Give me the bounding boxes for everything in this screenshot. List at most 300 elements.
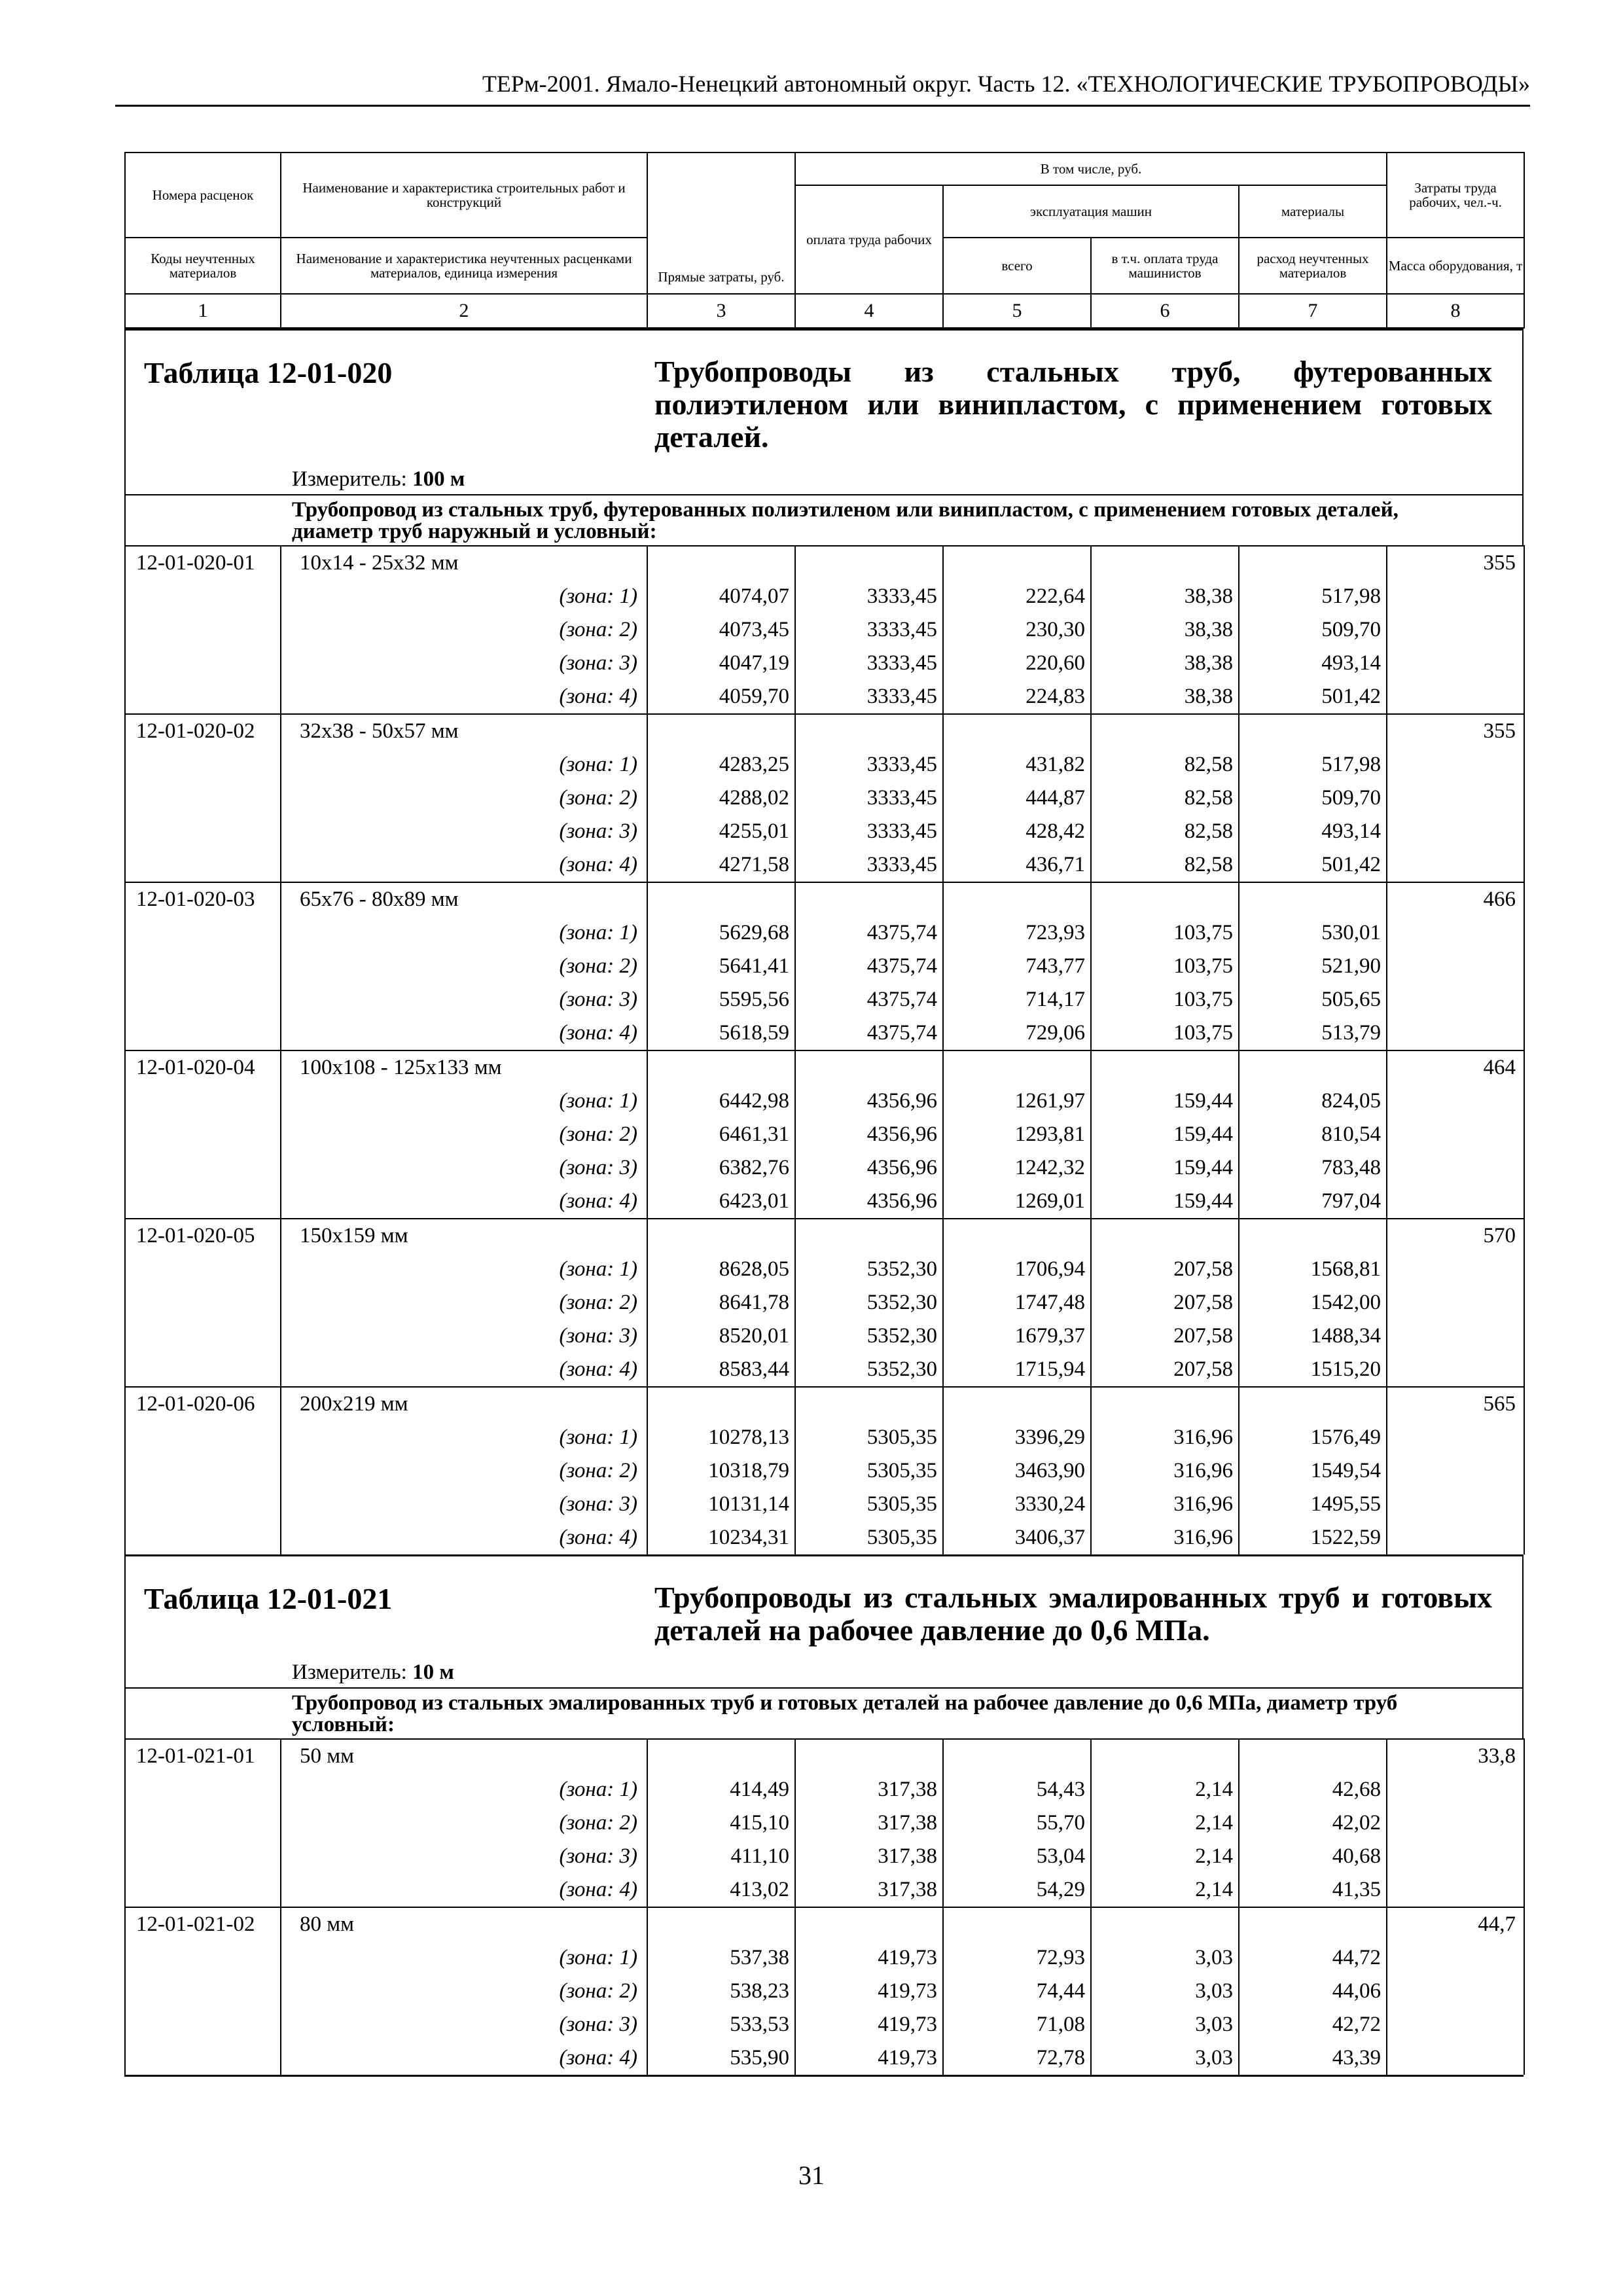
col-num-6: 6 xyxy=(1091,294,1239,328)
cost-cell: 1715,94 xyxy=(943,1353,1091,1387)
cost-cell: 509,70 xyxy=(1239,613,1387,647)
cost-cell: 3,03 xyxy=(1091,2008,1239,2041)
cost-cell: 537,38 xyxy=(647,1941,795,1975)
cost-cell: 4356,96 xyxy=(795,1185,943,1219)
rate-table xyxy=(124,545,1525,1554)
zone-label: (зона: 3) xyxy=(281,647,647,680)
cost-cell: 71,08 xyxy=(943,2008,1091,2041)
zone-label: (зона: 2) xyxy=(281,1118,647,1151)
cost-cell: 10234,31 xyxy=(647,1521,795,1554)
cost-cell: 82,58 xyxy=(1091,815,1239,848)
cost-cell: 222,64 xyxy=(943,580,1091,613)
zone-row xyxy=(125,916,1524,950)
cost-cell: 103,75 xyxy=(1091,916,1239,950)
table-title-block xyxy=(124,1554,1524,1687)
cost-cell: 419,73 xyxy=(795,2008,943,2041)
zone-label: (зона: 1) xyxy=(281,748,647,781)
cost-cell: 2,14 xyxy=(1091,1773,1239,1806)
zone-row xyxy=(125,1353,1524,1387)
cost-cell: 3333,45 xyxy=(795,815,943,848)
cost-cell: 1549,54 xyxy=(1239,1454,1387,1488)
col-num-4: 4 xyxy=(795,294,943,328)
col-5-header: всего xyxy=(943,238,1091,294)
cost-cell: 431,82 xyxy=(943,748,1091,781)
cost-cell: 4356,96 xyxy=(795,1118,943,1151)
rate-code: 12-01-020-01 xyxy=(125,546,281,580)
col-2-bottom-header: Наименование и характеристика неучтенных расценками материалов, единица измерения xyxy=(281,238,647,294)
cost-cell: 316,96 xyxy=(1091,1421,1239,1454)
cost-cell: 207,58 xyxy=(1091,1253,1239,1286)
cost-cell: 535,90 xyxy=(647,2041,795,2075)
rate-row xyxy=(125,546,1524,580)
cost-cell: 103,75 xyxy=(1091,983,1239,1016)
cost-cell: 159,44 xyxy=(1091,1118,1239,1151)
rate-row xyxy=(125,714,1524,748)
cost-cell: 44,72 xyxy=(1239,1941,1387,1975)
cost-cell: 517,98 xyxy=(1239,748,1387,781)
cost-cell: 824,05 xyxy=(1239,1085,1387,1118)
cost-cell: 8520,01 xyxy=(647,1319,795,1353)
cost-cell: 2,14 xyxy=(1091,1873,1239,1907)
cost-cell: 317,38 xyxy=(795,1873,943,1907)
zone-label: (зона: 1) xyxy=(281,916,647,950)
cost-cell: 207,58 xyxy=(1091,1353,1239,1387)
zone-row xyxy=(125,1185,1524,1219)
zone-label: (зона: 3) xyxy=(281,815,647,848)
cost-cell: 1576,49 xyxy=(1239,1421,1387,1454)
zone-label: (зона: 3) xyxy=(281,1151,647,1185)
cost-cell: 729,06 xyxy=(943,1016,1091,1050)
rate-code: 12-01-020-04 xyxy=(125,1050,281,1085)
cost-cell: 411,10 xyxy=(647,1840,795,1873)
cost-cell: 1293,81 xyxy=(943,1118,1091,1151)
rate-name: 10x14 - 25x32 мм xyxy=(281,546,647,580)
cost-cell: 4356,96 xyxy=(795,1085,943,1118)
col-num-3: 3 xyxy=(647,294,795,328)
cost-cell: 3333,45 xyxy=(795,680,943,714)
cost-cell: 72,93 xyxy=(943,1941,1091,1975)
cost-cell: 5305,35 xyxy=(795,1421,943,1454)
cost-cell: 38,38 xyxy=(1091,647,1239,680)
rate-row xyxy=(125,1050,1524,1085)
zone-label: (зона: 1) xyxy=(281,1253,647,1286)
bottom-rule xyxy=(124,2075,1524,2077)
cost-cell: 40,68 xyxy=(1239,1840,1387,1873)
zone-row xyxy=(125,613,1524,647)
cost-cell: 2,14 xyxy=(1091,1840,1239,1873)
cost-cell: 10318,79 xyxy=(647,1454,795,1488)
labor-cost: 355 xyxy=(1387,714,1524,748)
cost-cell: 714,17 xyxy=(943,983,1091,1016)
cost-cell: 55,70 xyxy=(943,1806,1091,1840)
cost-cell: 1747,48 xyxy=(943,1286,1091,1319)
cost-cell: 4375,74 xyxy=(795,950,943,983)
rate-row xyxy=(125,1219,1524,1253)
cost-cell: 6461,31 xyxy=(647,1118,795,1151)
rate-row xyxy=(125,1387,1524,1421)
col-3-header: Прямые затраты, руб. xyxy=(647,152,795,294)
cost-cell: 10278,13 xyxy=(647,1421,795,1454)
zone-label: (зона: 4) xyxy=(281,1873,647,1907)
rate-table xyxy=(124,1738,1525,2075)
zone-label: (зона: 2) xyxy=(281,1975,647,2008)
cost-cell: 1706,94 xyxy=(943,1253,1091,1286)
cost-cell: 10131,14 xyxy=(647,1488,795,1521)
rate-row xyxy=(125,882,1524,916)
cost-cell: 72,78 xyxy=(943,2041,1091,2075)
cost-cell: 317,38 xyxy=(795,1840,943,1873)
cost-cell: 207,58 xyxy=(1091,1319,1239,1353)
cost-cell: 3406,37 xyxy=(943,1521,1091,1554)
cost-cell: 5595,56 xyxy=(647,983,795,1016)
document-body xyxy=(124,152,1524,2077)
labor-cost: 44,7 xyxy=(1387,1907,1524,1941)
zone-row xyxy=(125,1806,1524,1840)
zone-row xyxy=(125,1521,1524,1554)
cost-cell: 419,73 xyxy=(795,1941,943,1975)
cost-cell: 53,04 xyxy=(943,1840,1091,1873)
labor-cost: 565 xyxy=(1387,1387,1524,1421)
cost-cell: 517,98 xyxy=(1239,580,1387,613)
rate-code: 12-01-020-06 xyxy=(125,1387,281,1421)
cost-cell: 317,38 xyxy=(795,1773,943,1806)
zone-label: (зона: 2) xyxy=(281,1806,647,1840)
zone-row xyxy=(125,748,1524,781)
cost-cell: 5352,30 xyxy=(795,1319,943,1353)
cost-cell: 4073,45 xyxy=(647,613,795,647)
zone-label: (зона: 1) xyxy=(281,580,647,613)
cost-cell: 3333,45 xyxy=(795,748,943,781)
col-num-8: 8 xyxy=(1387,294,1524,328)
machines-header: эксплуатация машин xyxy=(943,185,1239,238)
cost-cell: 3,03 xyxy=(1091,2041,1239,2075)
cost-cell: 224,83 xyxy=(943,680,1091,714)
rate-code: 12-01-020-02 xyxy=(125,714,281,748)
cost-cell: 38,38 xyxy=(1091,580,1239,613)
zone-row xyxy=(125,1975,1524,2008)
col-2-top-header: Наименование и характеристика строительных работ и конструкций xyxy=(281,152,647,238)
cost-cell: 159,44 xyxy=(1091,1085,1239,1118)
cost-cell: 5305,35 xyxy=(795,1488,943,1521)
col-8-top-header: Затраты труда рабочих, чел.-ч. xyxy=(1387,152,1524,238)
cost-cell: 6423,01 xyxy=(647,1185,795,1219)
cost-cell: 6442,98 xyxy=(647,1085,795,1118)
rate-name: 150x159 мм xyxy=(281,1219,647,1253)
zone-row xyxy=(125,815,1524,848)
cost-cell: 3330,24 xyxy=(943,1488,1091,1521)
cost-cell: 1269,01 xyxy=(943,1185,1091,1219)
labor-cost: 570 xyxy=(1387,1219,1524,1253)
cost-cell: 5629,68 xyxy=(647,916,795,950)
cost-cell: 501,42 xyxy=(1239,680,1387,714)
cost-cell: 54,43 xyxy=(943,1773,1091,1806)
cost-cell: 316,96 xyxy=(1091,1521,1239,1554)
cost-cell: 723,93 xyxy=(943,916,1091,950)
zone-row xyxy=(125,647,1524,680)
cost-cell: 42,02 xyxy=(1239,1806,1387,1840)
col-7-header: расход неучтенных материалов xyxy=(1239,238,1387,294)
materials-header: материалы xyxy=(1239,185,1387,238)
cost-cell: 1515,20 xyxy=(1239,1353,1387,1387)
table-caption: Трубопровод из стальных труб, футерованных полиэтиленом или винипластом, с применением готовых деталей, диаметр труб наружный и условный: xyxy=(124,494,1524,545)
zone-label: (зона: 2) xyxy=(281,613,647,647)
cost-cell: 513,79 xyxy=(1239,1016,1387,1050)
table-measure xyxy=(292,467,465,492)
table-measure xyxy=(292,1660,454,1685)
zone-label: (зона: 4) xyxy=(281,1185,647,1219)
cost-cell: 41,35 xyxy=(1239,1873,1387,1907)
cost-cell: 419,73 xyxy=(795,1975,943,2008)
measure-label: Измеритель: xyxy=(292,467,407,491)
rate-name: 100x108 - 125x133 мм xyxy=(281,1050,647,1085)
col-num-2: 2 xyxy=(281,294,647,328)
cost-cell: 38,38 xyxy=(1091,613,1239,647)
zone-label: (зона: 2) xyxy=(281,1454,647,1488)
cost-cell: 8641,78 xyxy=(647,1286,795,1319)
cost-cell: 444,87 xyxy=(943,781,1091,815)
cost-cell: 5641,41 xyxy=(647,950,795,983)
zone-row xyxy=(125,1085,1524,1118)
zone-label: (зона: 4) xyxy=(281,1521,647,1554)
cost-cell: 4074,07 xyxy=(647,580,795,613)
cost-cell: 316,96 xyxy=(1091,1488,1239,1521)
table-name: Трубопроводы из стальных эмалированных труб и готовых деталей на рабочее давление до 0,6 МПа. xyxy=(654,1581,1492,1647)
cost-cell: 3,03 xyxy=(1091,1941,1239,1975)
zone-row xyxy=(125,1941,1524,1975)
cost-cell: 436,71 xyxy=(943,848,1091,882)
cost-cell: 5352,30 xyxy=(795,1253,943,1286)
cost-cell: 38,38 xyxy=(1091,680,1239,714)
rate-row xyxy=(125,1907,1524,1941)
cost-cell: 783,48 xyxy=(1239,1151,1387,1185)
cost-cell: 1542,00 xyxy=(1239,1286,1387,1319)
cost-cell: 419,73 xyxy=(795,2041,943,2075)
zone-label: (зона: 2) xyxy=(281,1286,647,1319)
cost-cell: 1568,81 xyxy=(1239,1253,1387,1286)
cost-cell: 414,49 xyxy=(647,1773,795,1806)
table-name: Трубопроводы из стальных труб, футерованных полиэтиленом или винипластом, с применением готовых деталей. xyxy=(654,355,1492,454)
zone-label: (зона: 3) xyxy=(281,983,647,1016)
rate-code: 12-01-021-02 xyxy=(125,1907,281,1941)
column-header xyxy=(124,152,1525,329)
zone-label: (зона: 2) xyxy=(281,950,647,983)
cost-cell: 530,01 xyxy=(1239,916,1387,950)
cost-cell: 797,04 xyxy=(1239,1185,1387,1219)
cost-cell: 1679,37 xyxy=(943,1319,1091,1353)
zone-label: (зона: 4) xyxy=(281,1353,647,1387)
cost-cell: 103,75 xyxy=(1091,1016,1239,1050)
zone-row xyxy=(125,1421,1524,1454)
zone-label: (зона: 1) xyxy=(281,1941,647,1975)
measure-label: Измеритель: xyxy=(292,1660,407,1684)
cost-cell: 6382,76 xyxy=(647,1151,795,1185)
rate-tables xyxy=(124,329,1524,2075)
rate-code: 12-01-020-05 xyxy=(125,1219,281,1253)
col-num-5: 5 xyxy=(943,294,1091,328)
cost-cell: 4059,70 xyxy=(647,680,795,714)
zone-label: (зона: 4) xyxy=(281,1016,647,1050)
cost-cell: 5352,30 xyxy=(795,1353,943,1387)
zone-row xyxy=(125,1118,1524,1151)
cost-cell: 4356,96 xyxy=(795,1151,943,1185)
cost-cell: 54,29 xyxy=(943,1873,1091,1907)
cost-cell: 4271,58 xyxy=(647,848,795,882)
cost-cell: 1488,34 xyxy=(1239,1319,1387,1353)
cost-cell: 1261,97 xyxy=(943,1085,1091,1118)
zone-label: (зона: 1) xyxy=(281,1773,647,1806)
cost-cell: 493,14 xyxy=(1239,647,1387,680)
cost-cell: 1242,32 xyxy=(943,1151,1091,1185)
labor-cost: 33,8 xyxy=(1387,1739,1524,1773)
zone-row xyxy=(125,1840,1524,1873)
cost-cell: 82,58 xyxy=(1091,848,1239,882)
cost-cell: 4375,74 xyxy=(795,916,943,950)
labor-cost: 464 xyxy=(1387,1050,1524,1085)
cost-cell: 501,42 xyxy=(1239,848,1387,882)
cost-cell: 810,54 xyxy=(1239,1118,1387,1151)
labor-cost: 355 xyxy=(1387,546,1524,580)
col-4-header: оплата труда рабочих xyxy=(795,185,943,294)
cost-cell: 538,23 xyxy=(647,1975,795,2008)
cost-cell: 5305,35 xyxy=(795,1454,943,1488)
zone-row xyxy=(125,950,1524,983)
table-caption: Трубопровод из стальных эмалированных труб и готовых деталей на рабочее давление до 0,6 МПа, диаметр труб условный: xyxy=(124,1687,1524,1738)
cost-cell: 3333,45 xyxy=(795,580,943,613)
cost-cell: 316,96 xyxy=(1091,1454,1239,1488)
cost-cell: 82,58 xyxy=(1091,781,1239,815)
zone-label: (зона: 3) xyxy=(281,2008,647,2041)
cost-cell: 3,03 xyxy=(1091,1975,1239,2008)
cost-cell: 82,58 xyxy=(1091,748,1239,781)
measure-value: 100 м xyxy=(412,467,465,491)
cost-cell: 159,44 xyxy=(1091,1151,1239,1185)
running-header: ТЕРм-2001. Ямало-Ненецкий автономный округ. Часть 12. «ТЕХНОЛОГИЧЕСКИЕ ТРУБОПРОВОДЫ» xyxy=(115,71,1530,107)
cost-cell: 103,75 xyxy=(1091,950,1239,983)
cost-cell: 415,10 xyxy=(647,1806,795,1840)
zone-label: (зона: 4) xyxy=(281,2041,647,2075)
measure-value: 10 м xyxy=(412,1660,454,1684)
cost-cell: 493,14 xyxy=(1239,815,1387,848)
zone-row xyxy=(125,848,1524,882)
cost-cell: 44,06 xyxy=(1239,1975,1387,2008)
rate-code: 12-01-020-03 xyxy=(125,882,281,916)
zone-row xyxy=(125,781,1524,815)
zone-row xyxy=(125,1454,1524,1488)
zone-label: (зона: 1) xyxy=(281,1085,647,1118)
cost-cell: 413,02 xyxy=(647,1873,795,1907)
rate-name: 65x76 - 80x89 мм xyxy=(281,882,647,916)
zone-row xyxy=(125,1773,1524,1806)
rate-name: 200x219 мм xyxy=(281,1387,647,1421)
zone-label: (зона: 4) xyxy=(281,680,647,714)
cost-cell: 428,42 xyxy=(943,815,1091,848)
cost-cell: 4047,19 xyxy=(647,647,795,680)
cost-cell: 743,77 xyxy=(943,950,1091,983)
cost-cell: 3396,29 xyxy=(943,1421,1091,1454)
col-6-header: в т.ч. оплата труда машинистов xyxy=(1091,238,1239,294)
page-number: 31 xyxy=(798,2161,825,2190)
zone-row xyxy=(125,1151,1524,1185)
cost-cell: 42,68 xyxy=(1239,1773,1387,1806)
zone-row xyxy=(125,1488,1524,1521)
cost-cell: 317,38 xyxy=(795,1806,943,1840)
zone-row xyxy=(125,680,1524,714)
cost-cell: 505,65 xyxy=(1239,983,1387,1016)
zone-row xyxy=(125,1319,1524,1353)
cost-cell: 521,90 xyxy=(1239,950,1387,983)
cost-cell: 5352,30 xyxy=(795,1286,943,1319)
cost-cell: 4283,25 xyxy=(647,748,795,781)
cost-cell: 43,39 xyxy=(1239,2041,1387,2075)
cost-cell: 3333,45 xyxy=(795,781,943,815)
col-1-top-header: Номера расценок xyxy=(125,152,281,238)
zone-row xyxy=(125,1016,1524,1050)
zone-label: (зона: 1) xyxy=(281,1421,647,1454)
table-title-block xyxy=(124,329,1524,494)
zone-label: (зона: 3) xyxy=(281,1319,647,1353)
zone-label: (зона: 2) xyxy=(281,781,647,815)
cost-cell: 5305,35 xyxy=(795,1521,943,1554)
cost-cell: 207,58 xyxy=(1091,1286,1239,1319)
cost-cell: 3463,90 xyxy=(943,1454,1091,1488)
rate-code: 12-01-021-01 xyxy=(125,1739,281,1773)
cost-cell: 230,30 xyxy=(943,613,1091,647)
col-8-bottom-header: Масса оборудования, т xyxy=(1387,238,1524,294)
cost-cell: 8583,44 xyxy=(647,1353,795,1387)
cost-cell: 3333,45 xyxy=(795,647,943,680)
rate-row xyxy=(125,1739,1524,1773)
table-number: Таблица 12-01-021 xyxy=(144,1582,393,1615)
cost-cell: 4375,74 xyxy=(795,1016,943,1050)
cost-cell: 159,44 xyxy=(1091,1185,1239,1219)
zone-label: (зона: 4) xyxy=(281,848,647,882)
cost-cell: 3333,45 xyxy=(795,613,943,647)
cost-cell: 5618,59 xyxy=(647,1016,795,1050)
zone-row xyxy=(125,2041,1524,2075)
zone-row xyxy=(125,1253,1524,1286)
zone-row xyxy=(125,1286,1524,1319)
zone-row xyxy=(125,1873,1524,1907)
rate-name: 32x38 - 50x57 мм xyxy=(281,714,647,748)
cost-cell: 533,53 xyxy=(647,2008,795,2041)
cost-cell: 4288,02 xyxy=(647,781,795,815)
zone-label: (зона: 3) xyxy=(281,1840,647,1873)
cost-cell: 4375,74 xyxy=(795,983,943,1016)
zone-label: (зона: 3) xyxy=(281,1488,647,1521)
cost-cell: 74,44 xyxy=(943,1975,1091,2008)
zone-row xyxy=(125,580,1524,613)
cost-cell: 4255,01 xyxy=(647,815,795,848)
col-1-bottom-header: Коды неучтенных материалов xyxy=(125,238,281,294)
cost-cell: 509,70 xyxy=(1239,781,1387,815)
cost-cell: 1522,59 xyxy=(1239,1521,1387,1554)
col-num-1: 1 xyxy=(125,294,281,328)
cost-cell: 8628,05 xyxy=(647,1253,795,1286)
cost-cell: 42,72 xyxy=(1239,2008,1387,2041)
cost-cell: 2,14 xyxy=(1091,1806,1239,1840)
col-num-7: 7 xyxy=(1239,294,1387,328)
including-header: В том числе, руб. xyxy=(795,152,1387,185)
zone-row xyxy=(125,2008,1524,2041)
cost-cell: 220,60 xyxy=(943,647,1091,680)
cost-cell: 3333,45 xyxy=(795,848,943,882)
zone-row xyxy=(125,983,1524,1016)
rate-name: 80 мм xyxy=(281,1907,647,1941)
labor-cost: 466 xyxy=(1387,882,1524,916)
table-number: Таблица 12-01-020 xyxy=(144,356,393,389)
cost-cell: 1495,55 xyxy=(1239,1488,1387,1521)
rate-name: 50 мм xyxy=(281,1739,647,1773)
